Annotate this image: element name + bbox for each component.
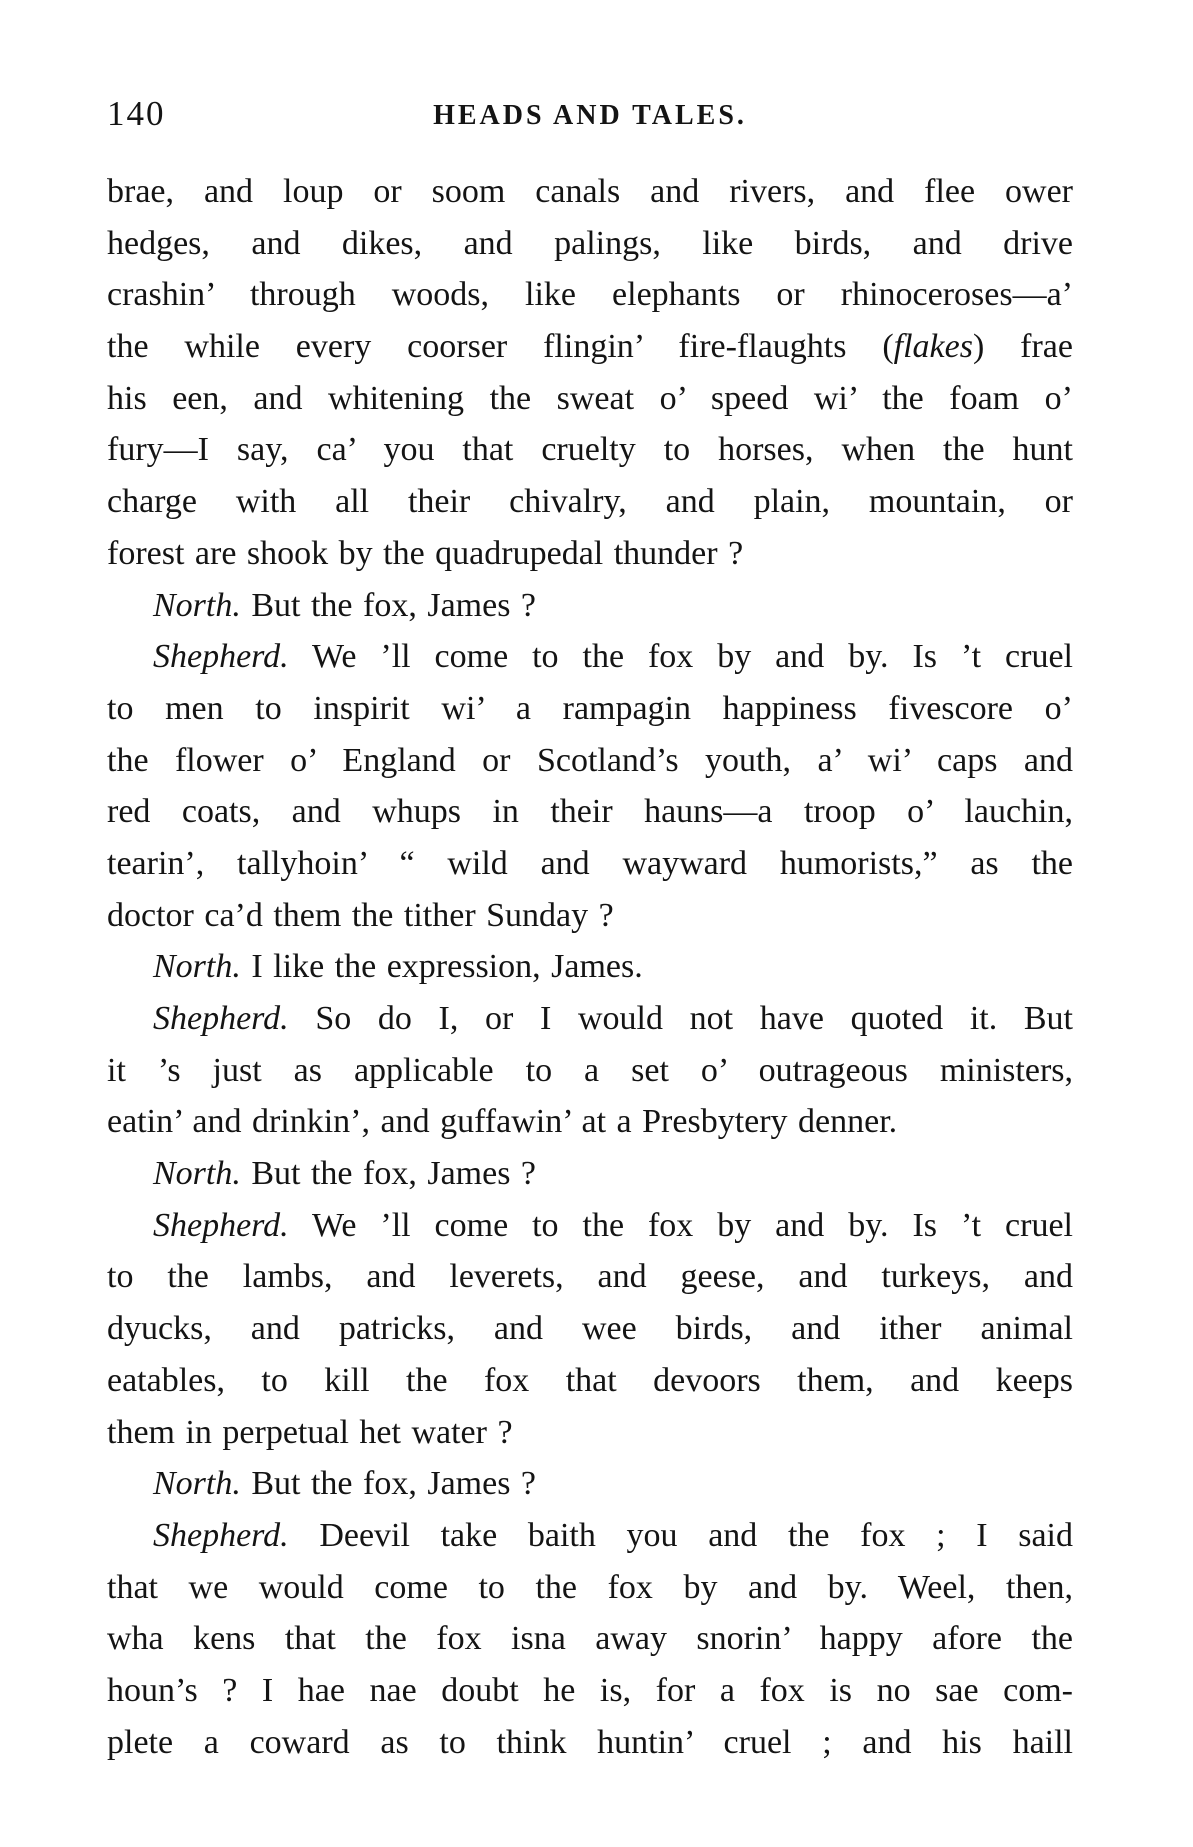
text-line xyxy=(107,580,1073,632)
text-line xyxy=(107,1665,1073,1717)
text-line xyxy=(107,1717,1073,1769)
text-line xyxy=(107,838,1073,890)
text-segment: them in perpetual het water ? xyxy=(107,1413,513,1451)
text-line xyxy=(107,1355,1073,1407)
emphasized-text: Shepherd. xyxy=(153,1206,289,1244)
text-line xyxy=(107,993,1073,1045)
running-head: HEADS AND TALES. xyxy=(433,100,747,131)
emphasized-text: North. xyxy=(153,948,241,986)
page-number: 140 xyxy=(107,94,166,133)
text-segment: dyucks, and patricks, and wee birds, and ither animal xyxy=(107,1310,1073,1348)
emphasized-text: Shepherd. xyxy=(153,1516,289,1554)
emphasized-text: North. xyxy=(153,1155,241,1193)
text-line xyxy=(107,1510,1073,1562)
text-line xyxy=(107,631,1073,683)
text-line xyxy=(107,373,1073,425)
text-line xyxy=(107,1045,1073,1097)
page-header xyxy=(107,94,1073,138)
emphasized-text: Shepherd. xyxy=(153,638,289,676)
text-segment: to the lambs, and leverets, and geese, and turkeys, and xyxy=(107,1258,1073,1296)
text-segment: fury—I say, ca’ you that cruelty to horses, when the hunt xyxy=(107,431,1073,469)
text-line xyxy=(107,1458,1073,1510)
emphasized-text: Shepherd. xyxy=(153,1000,289,1037)
text-line xyxy=(107,476,1073,528)
text-line xyxy=(107,890,1073,942)
text-segment: eatin’ and drinkin’, and guffawin’ at a Presbytery denner. xyxy=(107,1103,898,1141)
text-segment: doctor ca’d them the tither Sunday ? xyxy=(107,896,614,934)
text-segment: But the fox, James ? xyxy=(240,586,537,624)
text-segment: brae, and loup or soom canals and rivers, and flee ower xyxy=(107,173,1073,210)
text-line xyxy=(107,735,1073,787)
body-text xyxy=(107,166,1073,1768)
text-line xyxy=(107,269,1073,321)
text-segment: Deevil take baith you and the fox ; I said xyxy=(288,1516,1073,1554)
text-line xyxy=(107,1562,1073,1614)
text-segment: We ’ll come to the fox by and by. Is ’t cruel xyxy=(288,1206,1073,1244)
text-segment: tearin’, tallyhoin’ “ wild and wayward humorists,” as the xyxy=(107,844,1073,882)
text-segment: But the fox, James ? xyxy=(240,1465,537,1503)
text-segment: hedges, and dikes, and palings, like birds, and drive xyxy=(107,224,1073,262)
text-segment: plete a coward as to think huntin’ cruel ; and his haill xyxy=(107,1723,1073,1761)
text-line xyxy=(107,1303,1073,1355)
text-segment: the while every coorser flingin’ fire-flaughts ( xyxy=(107,328,894,366)
text-segment: crashin’ through woods, like elephants or rhinoceroses—a’ xyxy=(107,276,1073,314)
text-line xyxy=(107,1096,1073,1148)
text-line xyxy=(107,1251,1073,1303)
text-segment: red coats, and whups in their hauns—a troop o’ lauchin, xyxy=(107,793,1073,831)
text-segment: to men to inspirit wi’ a rampagin happiness fivescore o’ xyxy=(107,689,1073,727)
text-line xyxy=(107,786,1073,838)
text-segment: I like the expression, James. xyxy=(240,948,643,986)
text-segment: We ’ll come to the fox by and by. Is ’t cruel xyxy=(288,638,1073,676)
text-segment: his een, and whitening the sweat o’ speed wi’ the foam o’ xyxy=(107,379,1073,417)
text-line xyxy=(107,1613,1073,1665)
text-line xyxy=(107,166,1073,218)
text-line xyxy=(107,1200,1073,1252)
text-segment: wha kens that the fox isna away snorin’ happy afore the xyxy=(107,1620,1073,1658)
text-segment: ) frae xyxy=(972,328,1073,366)
text-segment: that we would come to the fox by and by. Weel, then, xyxy=(107,1568,1073,1606)
text-segment: So do I, or I would not have quoted it. But xyxy=(288,1000,1073,1037)
text-segment: the flower o’ England or Scotland’s youth, a’ wi’ caps and xyxy=(107,741,1073,779)
emphasized-text: North. xyxy=(153,586,241,624)
text-line xyxy=(107,218,1073,270)
text-line xyxy=(107,424,1073,476)
text-segment: houn’s ? I hae nae doubt he is, for a fox is no sae com- xyxy=(107,1671,1073,1709)
emphasized-text: flakes xyxy=(893,328,973,366)
text-line xyxy=(107,1407,1073,1459)
text-line xyxy=(107,321,1073,373)
text-line xyxy=(107,528,1073,580)
text-line xyxy=(107,1148,1073,1200)
text-segment: it ’s just as applicable to a set o’ outrageous ministers, xyxy=(107,1051,1073,1089)
text-segment: But the fox, James ? xyxy=(240,1155,537,1193)
text-segment: charge with all their chivalry, and plain, mountain, or xyxy=(107,483,1073,521)
text-segment: forest are shook by the quadrupedal thunder ? xyxy=(107,534,744,572)
text-segment: eatables, to kill the fox that devoors them, and keeps xyxy=(107,1361,1073,1399)
text-line xyxy=(107,683,1073,735)
emphasized-text: North. xyxy=(153,1465,241,1503)
text-line xyxy=(107,941,1073,993)
